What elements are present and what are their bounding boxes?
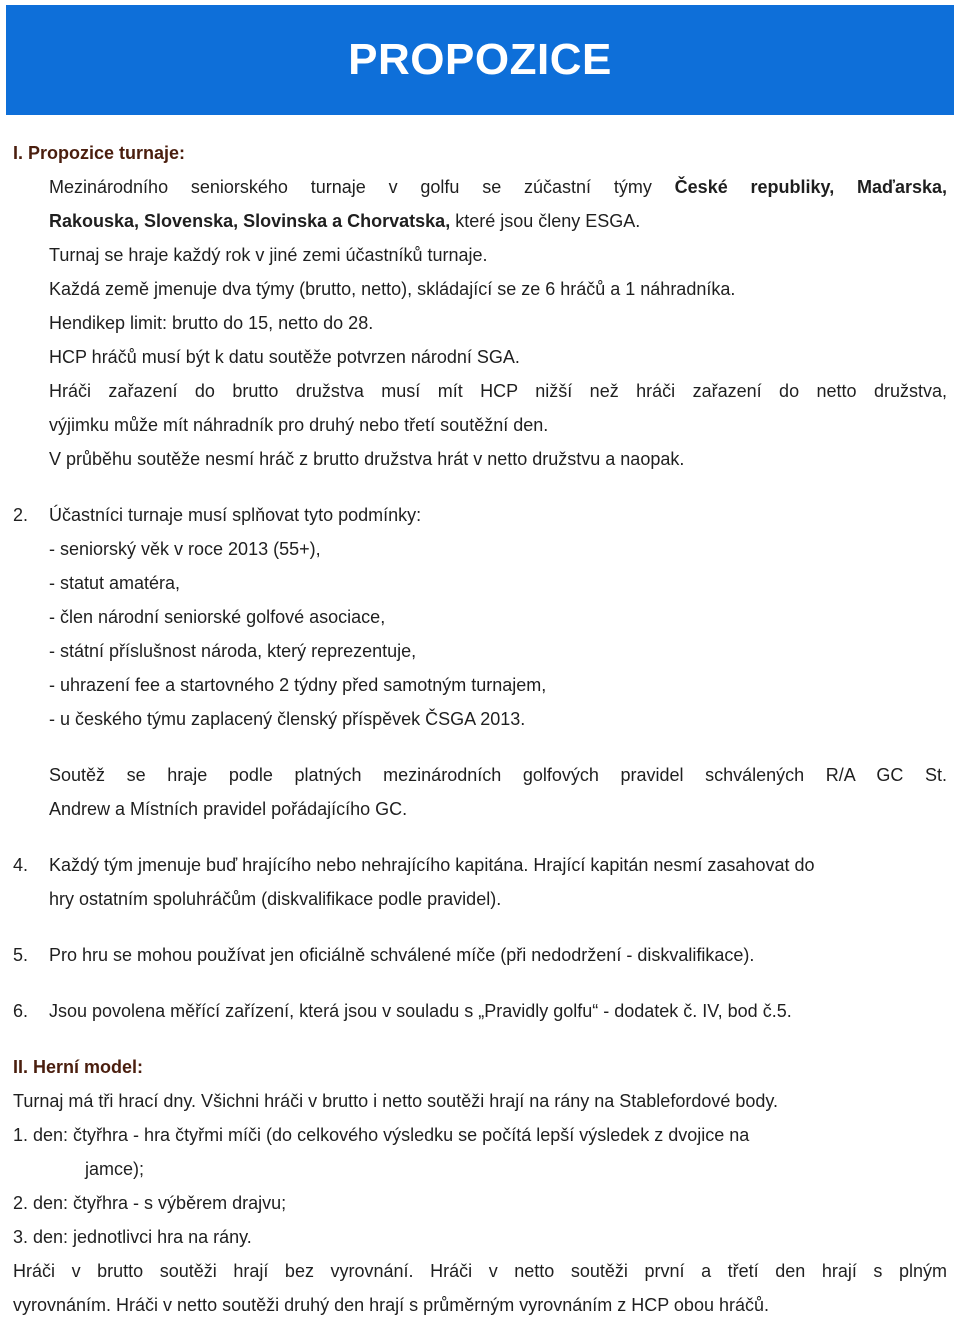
condition-item: - člen národní seniorské golfové asociace,: [49, 607, 386, 627]
condition-item: - státní příslušnost národa, který reprezentuje,: [49, 641, 417, 661]
item1-line7: Hráči zařazení do brutto družstva musí mít HCP nižší než hráči zařazení do netto družstva,: [49, 381, 947, 401]
item1-line3: Turnaj se hraje každý rok v jiné zemi účastníků turnaje.: [49, 245, 488, 265]
closing-line1: Hráči v brutto soutěži hrají bez vyrovnání. Hráči v netto soutěži první a třetí den hrají s plným: [13, 1261, 947, 1281]
condition-item: - u českého týmu zaplacený členský příspěvek ČSGA 2013.: [49, 709, 526, 729]
item3-line1: Soutěž se hraje podle platných mezinárodních golfových pravidel schválených R/A GC St.: [13, 758, 947, 792]
item3-line2: Andrew a Místních pravidel pořádajícího GC.: [49, 799, 408, 819]
item1-line5: Hendikep limit: brutto do 15, netto do 28.: [49, 313, 374, 333]
countries-bold-2: Rakouska, Slovenska, Slovinska a Chorvatska,: [49, 211, 451, 231]
title-banner: [6, 5, 954, 115]
item1-line8: výjimku může mít náhradník pro druhý nebo třetí soutěžní den.: [49, 415, 549, 435]
item4-number: 4.: [13, 855, 29, 875]
countries-bold-1: České republiky, Maďarska,: [674, 177, 947, 197]
item4-line2: hry ostatním spoluhráčům (diskvalifikace podle pravidel).: [49, 889, 502, 909]
condition-item: - uhrazení fee a startovného 2 týdny před samotným turnajem,: [49, 675, 547, 695]
item6-number: 6.: [13, 1001, 29, 1021]
item1-line2: Rakouska, Slovenska, Slovinska a Chorvatska, které jsou členy ESGA.: [49, 211, 641, 231]
item2-number: 2.: [13, 505, 29, 525]
day3-line: 3. den: jednotlivci hra na rány.: [13, 1227, 252, 1247]
item1-line1: Mezinárodního seniorského turnaje v golfu se zúčastní týmy České republiky, Maďarska,: [13, 170, 947, 204]
item5-line1: 5. Pro hru se mohou používat jen oficiálně schválené míče (při nedodržení - diskvalifikace).: [13, 938, 947, 972]
item6-line1: 6. Jsou povolena měřící zařízení, která jsou v souladu s „Pravidly golfu“ - dodatek č. IV, bod č.5.: [13, 994, 947, 1028]
day1-line2: jamce);: [85, 1159, 145, 1179]
document-body: [13, 136, 947, 1322]
item3-number: [13, 758, 49, 792]
section2-intro: Turnaj má tři hrací dny. Všichni hráči v brutto i netto soutěži hrají na rány na Stablefordové body.: [13, 1091, 779, 1111]
item4-line1: 4. Každý tým jmenuje buď hrajícího nebo nehrajícího kapitána. Hrající kapitán nesmí zasahovat do: [13, 848, 947, 882]
item1-number: [13, 170, 49, 204]
condition-item: - statut amatéra,: [49, 573, 181, 593]
day1-line1: 1. den: čtyřhra - hra čtyřmi míči (do celkového výsledku se počítá lepší výsledek z dvojice na: [13, 1125, 750, 1145]
day2-line: 2. den: čtyřhra - s výběrem drajvu;: [13, 1193, 287, 1213]
closing-line2: vyrovnáním. Hráči v netto soutěži druhý den hrají s průměrným vyrovnáním z HCP obou hráčů.: [13, 1295, 769, 1315]
condition-item: - seniorský věk v roce 2013 (55+),: [49, 539, 321, 559]
item1-line6: HCP hráčů musí být k datu soutěže potvrzen národní SGA.: [49, 347, 520, 367]
item2-intro: 2. Účastníci turnaje musí splňovat tyto podmínky:: [13, 498, 947, 532]
item1-line9: V průběhu soutěže nesmí hráč z brutto družstva hrát v netto družstvu a naopak.: [49, 449, 685, 469]
section2-heading: II. Herní model:: [13, 1057, 144, 1077]
section1-heading: I. Propozice turnaje:: [13, 143, 186, 163]
page-title: PROPOZICE: [348, 35, 612, 84]
item5-number: 5.: [13, 945, 29, 965]
item1-line4: Každá země jmenuje dva týmy (brutto, netto), skládající se ze 6 hráčů a 1 náhradníka.: [49, 279, 736, 299]
